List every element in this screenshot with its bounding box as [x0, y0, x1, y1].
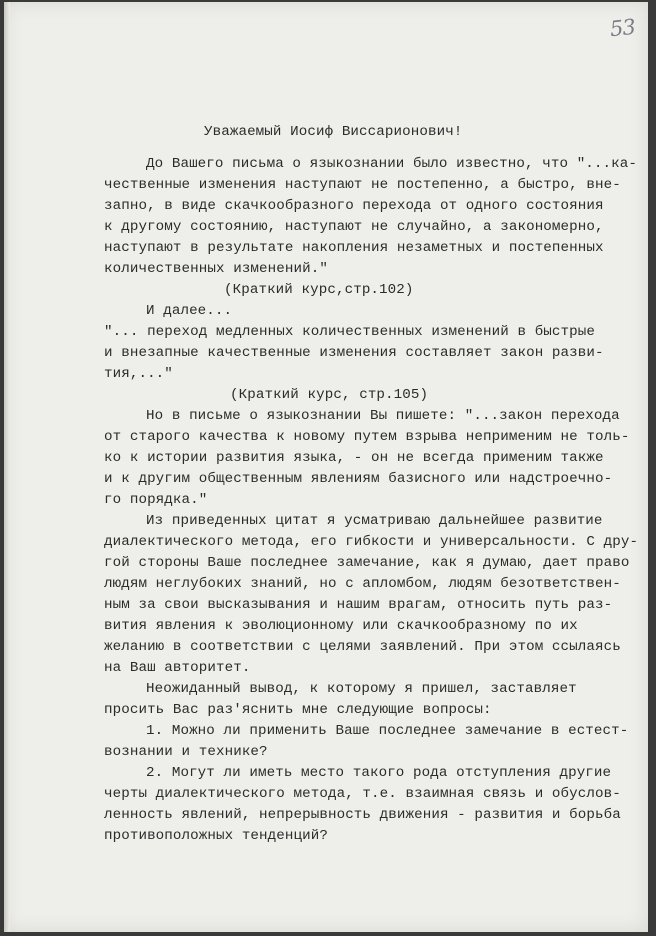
- page-number: 53: [608, 14, 636, 42]
- question-2: 2. Могут ли иметь место такого рода отступления другие: [146, 765, 612, 781]
- text-line: тия,...": [104, 366, 173, 382]
- salutation: Уважаемый Иосиф Виссарионович!: [204, 124, 463, 140]
- text-line: наступают в результате накопления незаметных и постепенных: [104, 240, 604, 256]
- document-page: [4, 2, 648, 932]
- text-line: ко к истории развития языка, - он не всегда применим также: [104, 450, 604, 466]
- text-line: запно, в виде скачкообразного перехода от одного состояния: [104, 198, 604, 214]
- text-line: Неожиданный вывод, к которому я пришел, заставляет: [146, 681, 577, 697]
- text-line: До Вашего письма о языкознании было известно, что "...ка-: [146, 156, 637, 172]
- text-line: "... переход медленных количественных изменений в быстрые: [104, 324, 595, 340]
- text-line: людям неглубоких знаний, но с апломбом, людям безответствен-: [104, 576, 621, 592]
- text-line: и к другим общественным явлениям базисного или надстроечно-: [104, 471, 613, 487]
- text-line: противоположных тенденций?: [104, 828, 328, 844]
- page-edge-shadow: [4, 2, 10, 932]
- citation: (Краткий курс,стр.102): [224, 282, 414, 298]
- text-line: ленность явлений, непрерывность движения - развития и борьба: [104, 807, 621, 823]
- text-line: на Ваш авторитет.: [104, 660, 251, 676]
- text-line: черты диалектического метода, т.е. взаимная связь и обуслов-: [104, 786, 621, 802]
- text-line: и внезапные качественные изменения составляет закон разви-: [104, 345, 604, 361]
- text-line: гой стороны Ваше последнее замечание, как я думаю, дает право: [104, 555, 630, 571]
- text-line: чественные изменения наступают не постепенно, а быстро, вне-: [104, 177, 621, 193]
- question-1: 1. Можно ли применить Ваше последнее замечание в естест-: [146, 723, 629, 739]
- text-line: просить Вас раз'яснить мне следующие вопросы:: [104, 702, 492, 718]
- text-line: к другому состоянию, наступают не случайно, а закономерно,: [104, 219, 604, 235]
- text-line: диалектического метода, его гибкости и универсальности. С дру-: [104, 534, 639, 550]
- text-line: количественных изменений.": [104, 261, 328, 277]
- text-line: от старого качества к новому путем взрыва неприменим не толь-: [104, 429, 630, 445]
- text-line: И далее...: [146, 303, 233, 319]
- text-line: вития явления к эволюционному или скачкообразному по их: [104, 618, 578, 634]
- text-line: Из приведенных цитат я усматриваю дальнейшее развитие: [146, 513, 603, 529]
- text-line: Но в письме о языкознании Вы пишете: "...закон перехода: [146, 408, 620, 424]
- citation: (Краткий курс, стр.105): [230, 387, 429, 403]
- text-line: вознании и технике?: [104, 744, 268, 760]
- text-line: желанию в соответствии с целями заявлений. При этом ссылаясь: [104, 639, 621, 655]
- text-line: ным за свои высказывания и нашим врагам, относить путь раз-: [104, 597, 613, 613]
- text-line: го порядка.": [104, 492, 208, 508]
